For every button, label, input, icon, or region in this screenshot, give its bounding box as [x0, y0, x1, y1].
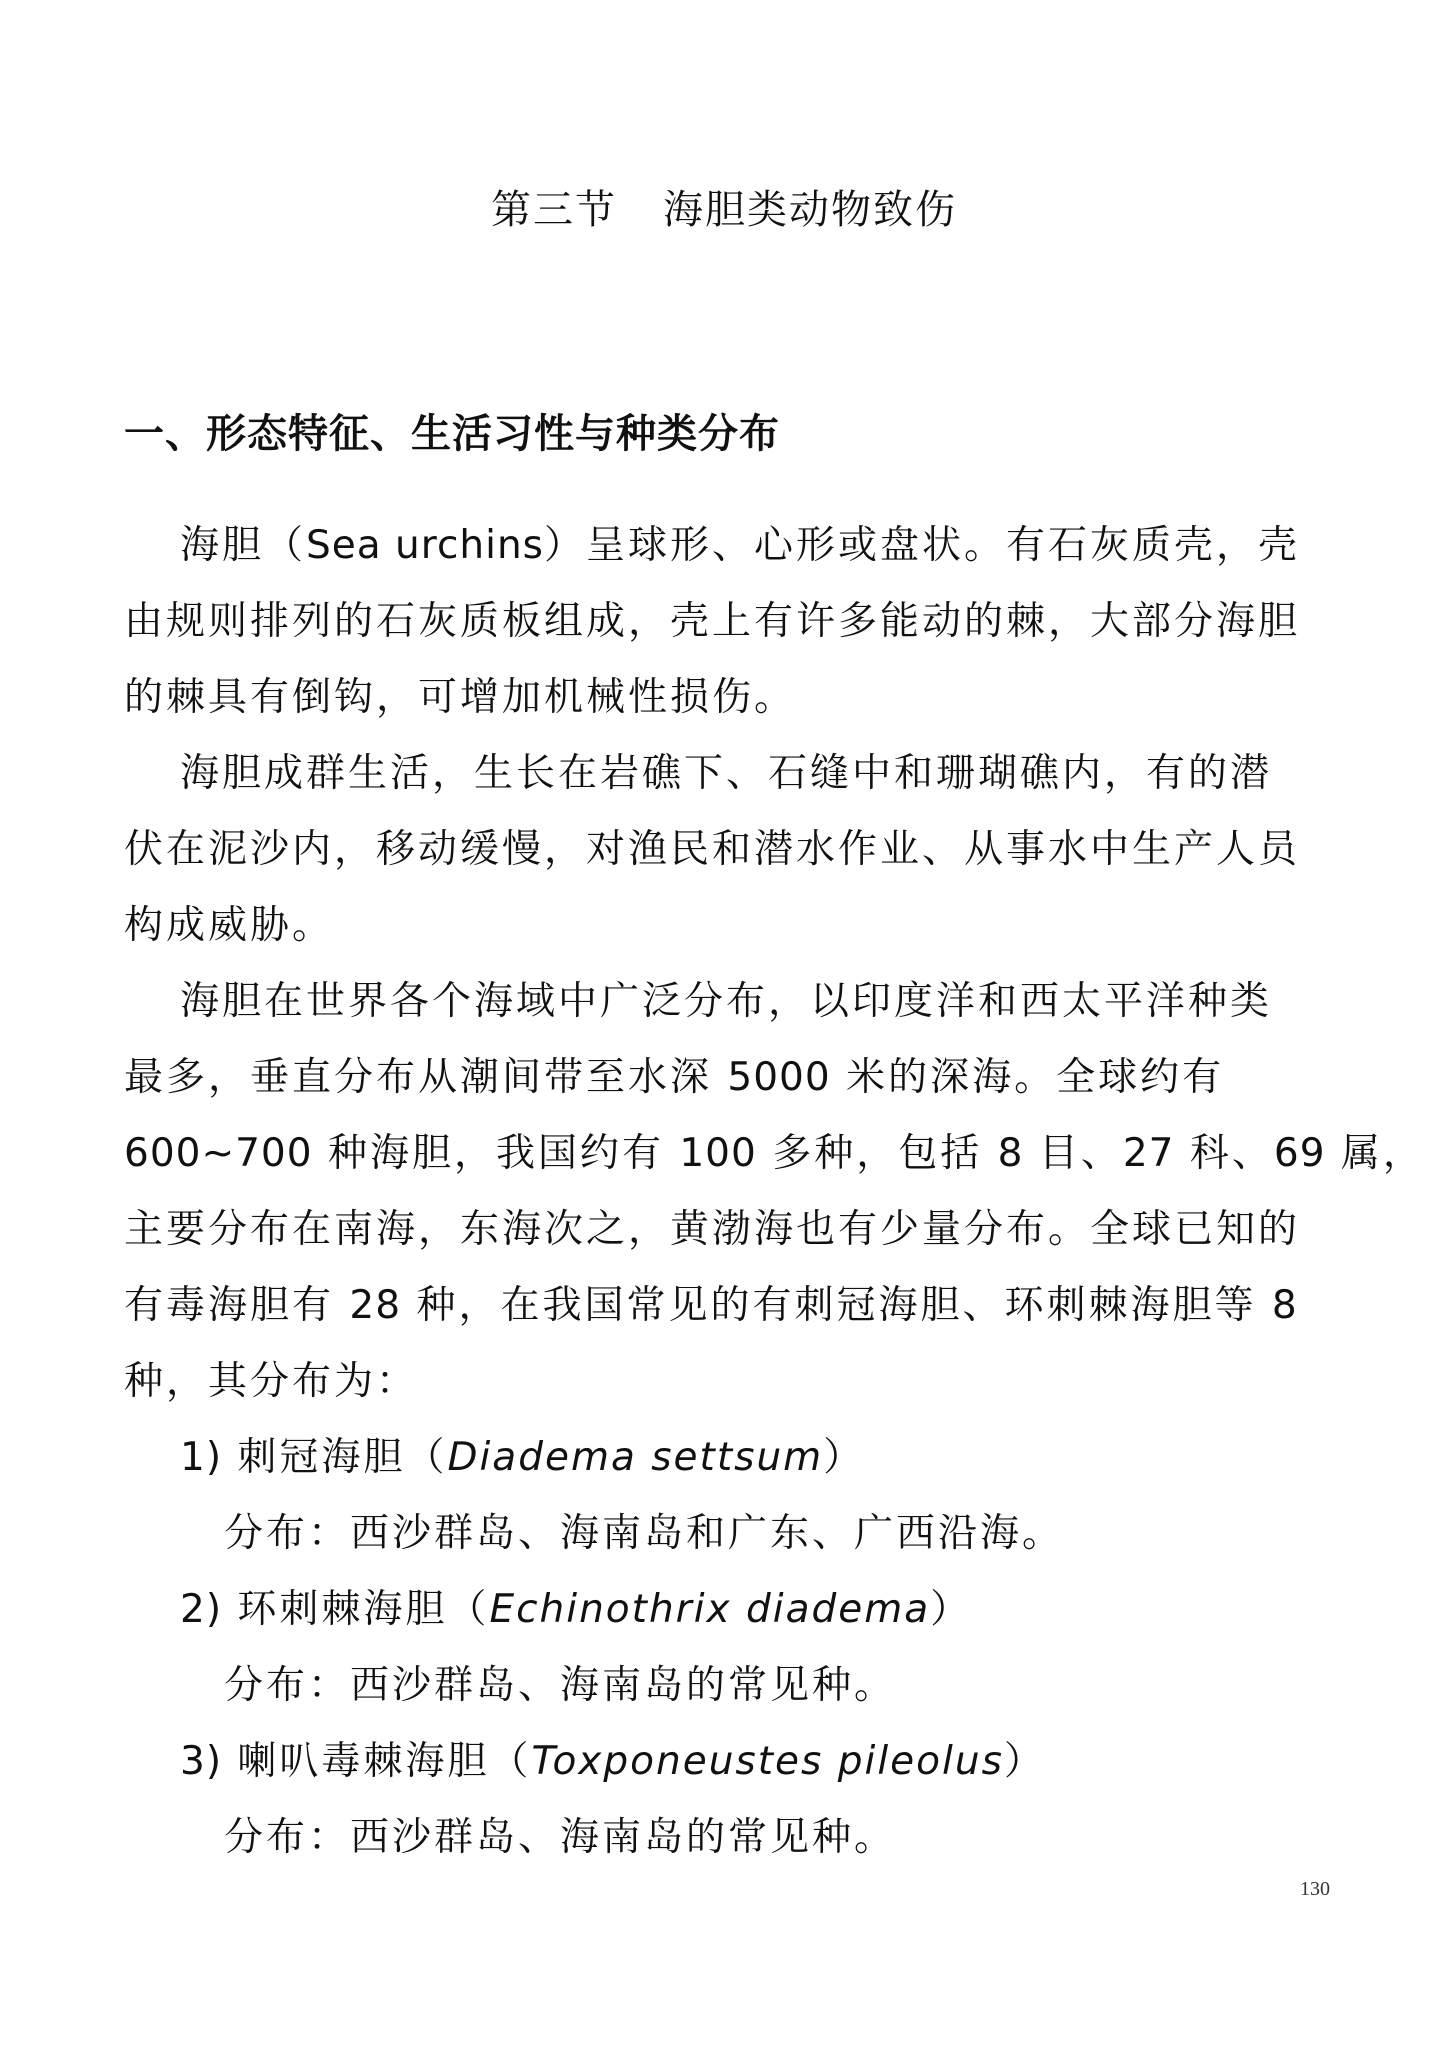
section-number: 第三节 [491, 187, 617, 233]
species-name: 环刺棘海胆（ [222, 1587, 490, 1632]
paragraph-2-line-1: 海胆成群生活，生长在岩礁下、石缝中和珊瑚礁内，有的潜 [180, 751, 1273, 796]
species-latin-name: Toxponeustes pileolus [531, 1739, 1004, 1784]
paragraph-1-line-2: 由规则排列的石灰质板组成，壳上有许多能动的棘，大部分海胆 [124, 599, 1301, 644]
species-item-1-distribution: 分布：西沙群岛、海南岛和广东、广西沿海。 [224, 1511, 1065, 1556]
number: 5000 [727, 1055, 831, 1100]
item-number: 1) [180, 1435, 223, 1480]
text-run: 多种，包括 [756, 1131, 998, 1176]
text-run: 种海胆，我国约有 [312, 1131, 680, 1176]
paragraph-1-line-3: 的棘具有倒钩，可增加机械性损伤。 [124, 675, 797, 720]
number: 100 [679, 1131, 757, 1176]
paragraph-3-line-2 [124, 1040, 1329, 1116]
species-item-3-distribution: 分布：西沙群岛、海南岛的常见种。 [224, 1815, 897, 1860]
paragraph-3-line-5 [124, 1268, 1329, 1344]
species-item-3 [124, 1724, 1329, 1800]
number: 69 [1273, 1131, 1326, 1176]
text-run: 科、 [1174, 1131, 1274, 1176]
text-run: 种，在我国常见的有刺冠海胆、环刺棘海胆等 [401, 1283, 1272, 1328]
species-name: 喇叭毒棘海胆（ [222, 1739, 532, 1784]
text-run: 有毒海胆有 [124, 1283, 350, 1328]
paragraph-3-line-6: 种，其分布为： [124, 1359, 419, 1404]
text-run: ） [823, 1435, 866, 1480]
text-run: ） [1003, 1739, 1046, 1784]
number: 28 [349, 1283, 402, 1328]
species-latin-name: Diadema settsum [447, 1435, 824, 1480]
number: 27 [1122, 1131, 1175, 1176]
number: 600~700 [124, 1131, 313, 1176]
species-item-2-distribution: 分布：西沙群岛、海南岛的常见种。 [224, 1663, 897, 1708]
body-text [124, 508, 1425, 1876]
latin-term: Sea urchins [306, 523, 544, 568]
paragraph-2-line-3: 构成威胁。 [124, 903, 335, 948]
text-run: 米的深海。全球约有 [830, 1055, 1225, 1100]
paragraph-3-line-1: 海胆在世界各个海域中广泛分布，以印度洋和西太平洋种类 [180, 979, 1273, 1024]
species-item-1 [124, 1420, 1329, 1496]
text-run: 海胆（ [180, 523, 307, 568]
species-item-2 [124, 1572, 1329, 1648]
paragraph-3-line-3 [124, 1116, 1425, 1192]
paragraph-3-line-4: 主要分布在南海，东海次之，黄渤海也有少量分布。全球已知的 [124, 1207, 1301, 1252]
number: 8 [1271, 1283, 1298, 1328]
text-run: ） [930, 1587, 973, 1632]
species-latin-name: Echinothrix diadema [489, 1587, 931, 1632]
number: 8 [997, 1131, 1024, 1176]
section-title-text: 海胆类动物致伤 [663, 187, 957, 233]
text-run: ）呈球形、心形或盘状。有石灰质壳，壳 [544, 523, 1301, 568]
paragraph-2-line-2: 伏在泥沙内，移动缓慢，对渔民和潜水作业、从事水中生产人员 [124, 827, 1301, 872]
item-number: 2) [180, 1587, 223, 1632]
heading: 一、形态特征、生活习性与种类分布 [124, 411, 780, 457]
text-run: 属， [1325, 1131, 1425, 1176]
text-run: 目、 [1023, 1131, 1123, 1176]
section-title [0, 185, 1448, 235]
text-run: 最多，垂直分布从潮间带至水深 [124, 1055, 728, 1100]
species-name: 刺冠海胆（ [222, 1435, 448, 1480]
page-number: 130 [1300, 1878, 1330, 1900]
item-number: 3) [180, 1739, 223, 1784]
paragraph-1-line-1 [124, 508, 1329, 584]
